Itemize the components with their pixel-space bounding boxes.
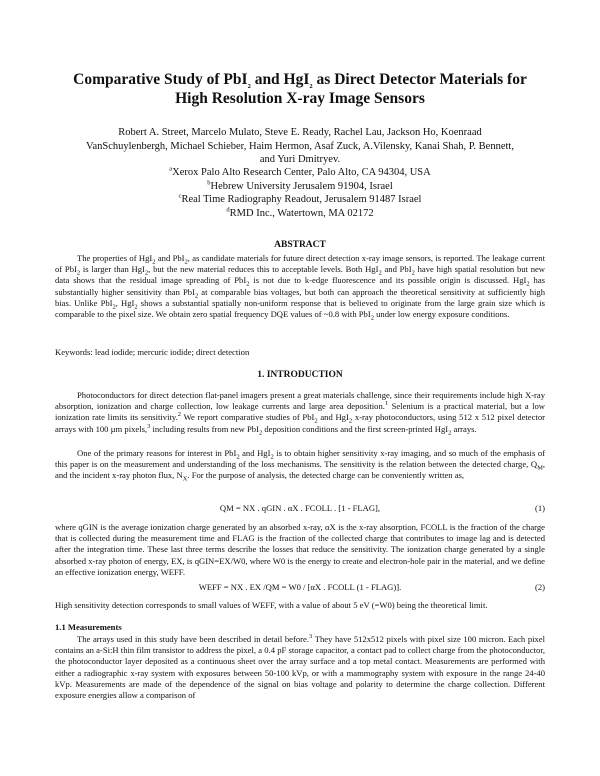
affiliation-d: $^d$RMD Inc., Watertown, MA 02172	[226, 206, 374, 219]
keywords: Keywords: lead iodide; mercuric iodide; direct detection	[55, 347, 250, 357]
affiliation-c: $^c$Real Time Radiography Readout, Jerusalem 91487 Israel	[178, 192, 422, 205]
intro-paragraph-1: Photoconductors for direct detection flat-panel imagers present a great materials challenge, since their requirements include high X-ray absorption, ionization and charge collection, low leakage currents and large area deposition.$^1$ Selenium is a practical material, but a low ionization rate limits its sensitivity.$^2$ We report comparative studies of PbI$_2$ and HgI$_2$ x-ray photoconductors, using 512 x 512 pixel detector arrays with 100 µm pixels,$^3$ including results from new PbI$_2$ deposition conditions and the first screen-printed HgI$_2$ arrays.	[55, 390, 546, 437]
measurements-paragraph: The arrays used in this study have been described in detail before.$^3$ They have 512x512 pixels with pixel size 100 micron. Each pixel contains an a-Si:H thin film transistor to address the pixel, a 0.4 pF storage capacitor, a contact pad to collect charge from the photoconductor, the photoconductor layer deposited as a continuous sheet over the array surface and a top metal contact. Measurements are performed with either a radiographic x-ray system with exposures between 50-100 kVp, or with a mammography system with exposure in the range 24-40 kVp. Measurements are made of the dependence of the signal on bias voltage and polarity to determine the charge collection. Different exposure energies allow a comparison of	[55, 633, 546, 701]
equation-1-number: (1)	[534, 503, 545, 513]
equation-1-expression: QM = NX . qGIN . αX . FCOLL . [1 - FLAG],	[219, 503, 381, 513]
intro-paragraph-4: High sensitivity detection corresponds to small values of WEFF, with a value of about 5 eV (=W0) being the theoretical limit.	[55, 600, 488, 610]
abstract-body: The properties of HgI$_2$ and PbI$_2$, as candidate materials for future direct detection x-ray image sensors, is reported. The leakage current of PbI$_2$ is larger than HgI$_2$, but the new material reduces this to acceptable levels. Both HgI$_2$ and PbI$_2$ have high spatial resolution but new data shows that the residual image spreading of PbI$_2$ is not due to k-edge fluorescence and its possible origin is discussed. HgI$_2$ has substantially higher sensitivity than PbI$_2$ at comparable bias voltages, but both can approach the theoretical sensitivity at sufficiently high bias. Unlike PbI$_2$, HgI$_2$ shows a substantial spatially non-uniform response that is believed to originate from the large grain size which is comparable to the pixel size. We obtain zero spatial frequency DQE values of ~0.8 with PbI$_2$ under low energy exposure conditions.	[55, 253, 546, 322]
equation-2-expression: WEFF = NX . EX /QM = W0 / [αX . FCOLL (1 - FLAG)].	[198, 582, 402, 592]
equation-2	[55, 582, 545, 594]
intro-paragraph-2: One of the primary reasons for interest in PbI$_2$ and HgI$_2$ is to obtain higher sensitivity x-ray imaging, and so much of the emphasis of this paper is on the measurement and understanding of the loss mechanisms. The sensitivity is the relation between the detected charge, $Q_M$, and the incident x-ray photon flux, $N_X$. For the purpose of analysis, the detected charge can be conveniently written as,	[55, 448, 546, 484]
measurements-heading: 1.1 Measurements	[55, 622, 122, 632]
paper-title: Comparative Study of PbI$_2$ and HgI$_2$ as Direct Detector Materials for High Resolution X-ray Image Sensors	[73, 71, 527, 107]
affiliation-b: $^b$Hebrew University Jerusalem 91904, Israel	[207, 179, 393, 192]
intro-paragraph-3: where qGIN is the average ionization charge generated by an absorbed x-ray, αX is the x-ray absorption, FCOLL is the fraction of the charge that is collected during the measurement time and FLAG is the fraction of the collected charge that contributes to image lag and is detected after the integration time. These last three terms describe the losses that reduce the sensitivity. The ionization charge generated by a single absorbed x-ray photon of energy, EX, is qGIN=EX/W0, where W0 is the energy to create and electron-hole pair in the material, and we define an effective ionization energy, WEFF.	[55, 522, 545, 577]
abstract-heading: ABSTRACT	[274, 240, 326, 250]
author-list: Robert A. Street, Marcelo Mulato, Steve E. Ready, Rachel Lau, Jackson Ho, Koenraad VanSchuylenbergh, Michael Schieber, Haim Hermon, Asaf Zuck, A.Vilensky, Kanai Shah, P. Bennett, and Yuri Dmitryev.	[86, 127, 514, 165]
equation-1	[55, 503, 545, 515]
affiliations	[90, 166, 510, 220]
introduction-heading: 1. INTRODUCTION	[257, 370, 343, 380]
affiliation-a: $^a$Xerox Palo Alto Research Center, Palo Alto, CA 94304, USA	[169, 165, 431, 178]
equation-2-number: (2)	[534, 582, 545, 592]
